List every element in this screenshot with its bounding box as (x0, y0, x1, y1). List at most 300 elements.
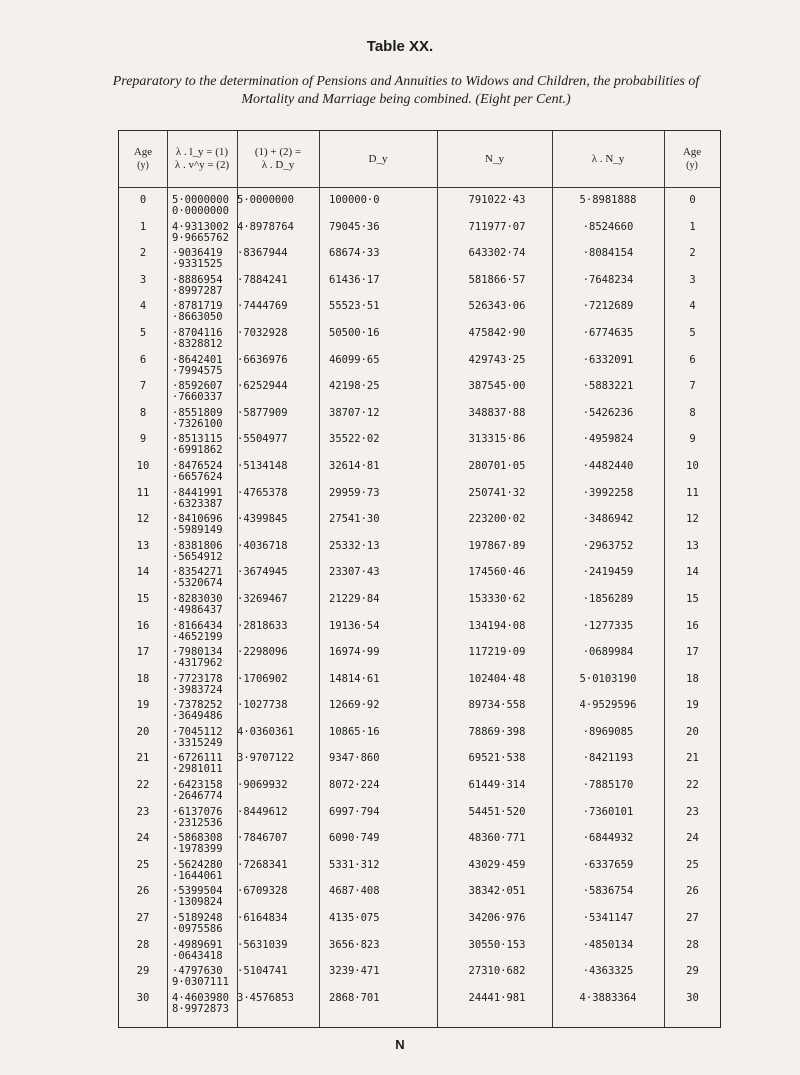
lambda-v-value: ·0643418 (172, 949, 223, 962)
lambda-ny-cell: ·7648234 (582, 273, 634, 286)
ny-cell: 280701·05 (468, 459, 526, 472)
lambda-ny-cell: ·4850134 (582, 938, 634, 951)
age-right-cell: 3 (689, 273, 696, 286)
age-right-cell: 17 (686, 646, 699, 659)
lambda-l-value: ·6726111 (172, 752, 223, 765)
lambda-v-value: ·8328812 (172, 337, 223, 350)
ny-cell: 711977·07 (468, 220, 526, 233)
lambda-d-cell: ·8367944 (237, 247, 288, 260)
lambda-l-value: ·8592607 (172, 380, 223, 393)
lambda-l-value: ·8886954 (172, 273, 223, 286)
lambda-l-v-cell (172, 992, 229, 1015)
age-right-cell: 22 (686, 779, 699, 792)
ny-cell: 54451·520 (468, 805, 526, 818)
lambda-v-value: ·1309824 (172, 896, 223, 909)
lambda-l-v-cell (172, 194, 229, 217)
lambda-v-value: ·5654912 (172, 550, 223, 563)
lambda-v-value: ·1978399 (172, 843, 223, 856)
ny-cell: 197867·89 (468, 539, 526, 552)
lambda-d-cell: ·4399845 (237, 513, 288, 526)
page-footer-signature: N (395, 1037, 405, 1052)
ny-cell: 526343·06 (468, 300, 526, 313)
age-right-cell: 30 (686, 991, 699, 1004)
dy-cell: 32614·81 (329, 459, 380, 472)
lambda-d-cell: 4·0360361 (237, 725, 294, 738)
lambda-l-v-cell (172, 354, 223, 377)
age-cell: 28 (136, 938, 150, 951)
lambda-v-value: ·5989149 (172, 524, 223, 537)
age-cell: 8 (139, 406, 147, 419)
lambda-d-cell: ·5134148 (237, 459, 288, 472)
table-row (119, 699, 720, 726)
lambda-ny-cell: ·7212689 (582, 300, 634, 313)
dy-cell: 42198·25 (329, 380, 380, 393)
age-right-cell: 14 (686, 566, 699, 579)
age-right-cell: 1 (689, 220, 696, 233)
lambda-l-value: ·8354271 (172, 566, 223, 579)
table-row (119, 221, 720, 248)
lambda-l-v-cell (172, 593, 223, 616)
lambda-v-value: ·5320674 (172, 577, 223, 590)
ny-cell: 250741·32 (468, 486, 526, 499)
dy-cell: 55523·51 (329, 300, 380, 313)
lambda-l-value: ·7980134 (172, 646, 223, 659)
age-cell: 14 (136, 566, 150, 579)
table-row (119, 859, 720, 886)
lambda-l-v-cell (172, 513, 223, 536)
table-row (119, 965, 720, 992)
lambda-ny-cell: ·5341147 (582, 912, 634, 925)
lambda-ny-cell: ·6774635 (582, 326, 634, 339)
lambda-l-v-cell (172, 859, 223, 882)
lambda-d-cell: ·7032928 (237, 326, 288, 339)
age-right-cell: 7 (689, 380, 696, 393)
lambda-ny-cell: ·5836754 (582, 885, 634, 898)
age-cell: 17 (136, 646, 150, 659)
lambda-d-cell: ·5504977 (237, 433, 288, 446)
dy-cell: 3239·471 (329, 965, 380, 978)
lambda-v-value: ·3983724 (172, 683, 223, 696)
lambda-ny-cell: ·8969085 (582, 725, 634, 738)
table-row (119, 832, 720, 859)
age-right-cell: 18 (686, 672, 699, 685)
ny-cell: 475842·90 (468, 326, 526, 339)
dy-cell: 29959·73 (329, 486, 380, 499)
age-right-cell: 8 (689, 406, 696, 419)
table-row (119, 912, 720, 939)
dy-cell: 6997·794 (329, 805, 380, 818)
dy-cell: 79045·36 (329, 220, 380, 233)
dy-cell: 3656·823 (329, 938, 380, 951)
lambda-l-value: ·7378252 (172, 699, 223, 712)
lambda-v-value: 0·0000000 (172, 205, 229, 217)
ny-cell: 61449·314 (468, 779, 526, 792)
table-row (119, 540, 720, 567)
age-right-cell: 25 (686, 858, 699, 871)
lambda-l-v-cell (172, 274, 223, 297)
lambda-l-v-cell (172, 965, 229, 988)
header-lambda-ny: λ . N_y (591, 152, 625, 165)
age-right-cell: 13 (686, 539, 699, 552)
lambda-l-value: ·7723178 (172, 672, 223, 685)
ny-cell: 24441·981 (468, 991, 526, 1004)
subtitle-line-1: Preparatory to the determination of Pensions and Annuities to Widows and Children, the probabilities of (112, 74, 700, 89)
ny-cell: 30550·153 (468, 938, 526, 951)
header-sum: (1) + (2) = λ . D_y (254, 146, 302, 171)
lambda-v-value: ·6991862 (172, 444, 223, 457)
lambda-l-v-cell (172, 646, 223, 669)
ny-cell: 102404·48 (468, 672, 526, 685)
table-row (119, 327, 720, 354)
lambda-l-value: ·8704116 (172, 326, 223, 339)
dy-cell: 9347·860 (329, 752, 380, 765)
lambda-v-value: ·7326100 (172, 417, 223, 430)
ny-cell: 69521·538 (468, 752, 526, 765)
table-row (119, 460, 720, 487)
lambda-l-value: ·8781719 (172, 300, 223, 313)
ny-cell: 78869·398 (468, 725, 526, 738)
lambda-ny-cell: ·3486942 (582, 513, 634, 526)
ny-cell: 223200·02 (468, 513, 526, 526)
age-right-cell: 9 (689, 433, 696, 446)
table-row (119, 885, 720, 912)
age-right-cell: 23 (686, 805, 699, 818)
dy-cell: 38707·12 (329, 406, 380, 419)
lambda-l-value: ·4989691 (172, 938, 223, 951)
age-right-cell: 26 (686, 885, 699, 898)
age-cell: 22 (136, 779, 150, 792)
lambda-l-value: ·8166434 (172, 619, 223, 632)
table-row (119, 194, 720, 221)
age-right-cell: 6 (689, 353, 696, 366)
age-cell: 16 (136, 619, 150, 632)
lambda-d-cell: ·7846707 (237, 832, 288, 845)
lambda-ny-cell: ·8421193 (582, 752, 634, 765)
lambda-v-value: ·0975586 (172, 923, 223, 936)
lambda-d-cell: ·5631039 (237, 938, 288, 951)
lambda-l-v-cell (172, 726, 223, 749)
lambda-l-v-cell (172, 380, 223, 403)
dy-cell: 8072·224 (329, 779, 380, 792)
age-cell: 21 (136, 752, 150, 765)
lambda-l-value: ·6423158 (172, 779, 223, 792)
lambda-d-cell: ·5877909 (237, 406, 288, 419)
lambda-ny-cell: ·5883221 (582, 380, 634, 393)
age-cell: 3 (139, 273, 147, 286)
lambda-ny-cell: ·4959824 (582, 433, 634, 446)
ny-cell: 34206·976 (468, 912, 526, 925)
dy-cell: 5331·312 (329, 858, 380, 871)
age-right-cell: 28 (686, 938, 699, 951)
lambda-l-v-cell (172, 673, 223, 696)
lambda-l-value: ·8410696 (172, 513, 223, 526)
lambda-d-cell: 4·8978764 (237, 220, 294, 233)
lambda-v-value: ·1644061 (172, 869, 223, 882)
lambda-ny-cell: ·6337659 (582, 858, 634, 871)
lambda-l-v-cell (172, 699, 223, 722)
lambda-ny-cell: ·6332091 (582, 353, 634, 366)
table-row (119, 726, 720, 753)
lambda-l-v-cell (172, 247, 223, 270)
lambda-ny-cell: ·8084154 (582, 247, 634, 260)
age-cell: 18 (136, 672, 150, 685)
age-cell: 13 (136, 539, 150, 552)
lambda-v-value: ·7994575 (172, 364, 223, 377)
table-row (119, 593, 720, 620)
ny-cell: 348837·88 (468, 406, 526, 419)
lambda-ny-cell: 4·9529596 (579, 699, 637, 712)
header-dy: D_y (368, 152, 388, 165)
age-cell: 26 (136, 885, 150, 898)
ny-cell: 313315·86 (468, 433, 526, 446)
lambda-v-value: ·2981011 (172, 763, 223, 776)
lambda-d-cell: ·4765378 (237, 486, 288, 499)
header-lambda-l-v: λ . l_y = (1) λ . v^y = (2) (174, 146, 230, 171)
lambda-v-value: ·3315249 (172, 736, 223, 749)
lambda-ny-cell: ·3992258 (582, 486, 634, 499)
page-title: Table XX. (366, 38, 434, 55)
table-row (119, 646, 720, 673)
lambda-ny-cell: ·6844932 (582, 832, 634, 845)
table-row (119, 779, 720, 806)
lambda-ny-cell: ·1277335 (582, 619, 634, 632)
lambda-v-value: ·2312536 (172, 816, 223, 829)
table-row (119, 806, 720, 833)
table-row (119, 433, 720, 460)
lambda-v-value: ·6657624 (172, 470, 223, 483)
age-cell: 7 (139, 380, 147, 393)
lambda-ny-cell: 5·8981888 (579, 194, 637, 206)
dy-cell: 35522·02 (329, 433, 380, 446)
dy-cell: 19136·54 (329, 619, 380, 632)
dy-cell: 27541·30 (329, 513, 380, 526)
age-right-cell: 21 (686, 752, 699, 765)
dy-cell: 61436·17 (329, 273, 380, 286)
header-ny: N_y (485, 152, 504, 165)
lambda-l-value: ·5868308 (172, 832, 223, 845)
age-cell: 1 (139, 220, 147, 233)
dy-cell: 4687·408 (329, 885, 380, 898)
lambda-l-v-cell (172, 912, 223, 935)
age-cell: 25 (136, 858, 150, 871)
dy-cell: 21229·84 (329, 592, 380, 605)
lambda-d-cell: ·8449612 (237, 805, 288, 818)
table-row (119, 407, 720, 434)
table-row (119, 247, 720, 274)
lambda-l-value: ·7045112 (172, 725, 223, 738)
table-row (119, 487, 720, 514)
age-right-cell: 0 (689, 194, 696, 206)
header-age: Age (y) (133, 146, 153, 171)
table-row (119, 939, 720, 966)
age-cell: 29 (136, 965, 150, 978)
lambda-l-value: ·8476524 (172, 459, 223, 472)
dy-cell: 6090·749 (329, 832, 380, 845)
lambda-ny-cell: ·8524660 (582, 220, 634, 233)
lambda-ny-cell: 5·0103190 (579, 672, 637, 685)
lambda-l-v-cell (172, 327, 223, 350)
lambda-d-cell: ·2818633 (237, 619, 288, 632)
table-body (119, 194, 720, 1018)
lambda-l-v-cell (172, 620, 223, 643)
ny-cell: 43029·459 (468, 858, 526, 871)
age-right-cell: 2 (689, 247, 696, 260)
lambda-d-cell: ·2298096 (237, 646, 288, 659)
lambda-l-value: ·9036419 (172, 247, 223, 260)
table-row (119, 380, 720, 407)
lambda-v-value: 9·9665762 (172, 231, 229, 244)
age-cell: 19 (136, 699, 150, 712)
lambda-ny-cell: ·7885170 (582, 779, 634, 792)
lambda-l-v-cell (172, 221, 229, 244)
table-row (119, 566, 720, 593)
age-right-cell: 27 (686, 912, 699, 925)
lambda-ny-cell: ·0689984 (582, 646, 634, 659)
age-cell: 20 (136, 725, 150, 738)
lambda-ny-cell: ·2963752 (582, 539, 634, 552)
lambda-l-value: ·8513115 (172, 433, 223, 446)
lambda-v-value: ·8997287 (172, 284, 223, 297)
lambda-l-v-cell (172, 752, 223, 775)
age-cell: 9 (139, 433, 147, 446)
lambda-l-value: 4·4603980 (172, 991, 229, 1004)
age-cell: 30 (136, 991, 150, 1004)
lambda-ny-cell: ·5426236 (582, 406, 634, 419)
age-cell: 23 (136, 805, 150, 818)
lambda-l-value: ·6137076 (172, 805, 223, 818)
lambda-d-cell: ·9069932 (237, 779, 288, 792)
lambda-d-cell: 5·0000000 (237, 194, 294, 206)
age-right-cell: 15 (686, 592, 699, 605)
age-right-cell: 5 (689, 326, 696, 339)
age-right-cell: 4 (689, 300, 696, 313)
age-cell: 4 (139, 300, 147, 313)
age-cell: 6 (139, 353, 147, 366)
lambda-v-value: ·4986437 (172, 603, 223, 616)
lambda-v-value: 9·0307111 (172, 976, 229, 989)
table-row (119, 300, 720, 327)
lambda-l-v-cell (172, 433, 223, 456)
lambda-d-cell: ·6164834 (237, 912, 288, 925)
table-row (119, 752, 720, 779)
age-cell: 0 (139, 194, 147, 206)
ny-cell: 791022·43 (468, 194, 526, 206)
lambda-l-value: ·5624280 (172, 858, 223, 871)
lambda-l-v-cell (172, 779, 223, 802)
ny-cell: 429743·25 (468, 353, 526, 366)
dy-cell: 46099·65 (329, 353, 380, 366)
lambda-l-value: ·8441991 (172, 486, 223, 499)
dy-cell: 25332·13 (329, 539, 380, 552)
age-right-cell: 29 (686, 965, 699, 978)
age-cell: 2 (139, 247, 147, 260)
lambda-d-cell: ·1706902 (237, 672, 288, 685)
lambda-ny-cell: 4·3883364 (579, 991, 637, 1004)
lambda-ny-cell: ·7360101 (582, 805, 634, 818)
lambda-l-v-cell (172, 300, 223, 323)
lambda-ny-cell: ·4482440 (582, 459, 634, 472)
lambda-l-v-cell (172, 566, 223, 589)
ny-cell: 27310·682 (468, 965, 526, 978)
dy-cell: 50500·16 (329, 326, 380, 339)
ny-cell: 38342·051 (468, 885, 526, 898)
dy-cell: 2868·701 (329, 991, 380, 1004)
ny-cell: 117219·09 (468, 646, 526, 659)
lambda-l-v-cell (172, 806, 223, 829)
header-age-right: Age (y) (682, 146, 702, 171)
lambda-l-v-cell (172, 939, 223, 962)
ny-cell: 643302·74 (468, 247, 526, 260)
lambda-l-value: ·8283030 (172, 592, 223, 605)
age-cell: 11 (136, 486, 150, 499)
lambda-l-v-cell (172, 885, 223, 908)
dy-cell: 14814·61 (329, 672, 380, 685)
table-row (119, 354, 720, 381)
dy-cell: 100000·0 (329, 194, 380, 206)
lambda-v-value: 8·9972873 (172, 1002, 229, 1015)
lambda-v-value: ·7660337 (172, 391, 223, 404)
age-cell: 12 (136, 513, 150, 526)
age-right-cell: 11 (686, 486, 699, 499)
lambda-l-v-cell (172, 407, 223, 430)
lambda-l-value: ·8642401 (172, 353, 223, 366)
age-right-cell: 16 (686, 619, 699, 632)
table-subtitle (66, 73, 746, 109)
lambda-v-value: ·8663050 (172, 311, 223, 324)
lambda-d-cell: ·3269467 (237, 592, 288, 605)
lambda-ny-cell: ·2419459 (582, 566, 634, 579)
lambda-l-value: ·8551809 (172, 406, 223, 419)
age-cell: 5 (139, 326, 147, 339)
lambda-d-cell: ·4036718 (237, 539, 288, 552)
lambda-ny-cell: ·1856289 (582, 592, 634, 605)
age-right-cell: 19 (686, 699, 699, 712)
ny-cell: 89734·558 (468, 699, 526, 712)
table-row (119, 620, 720, 647)
age-right-cell: 12 (686, 513, 699, 526)
lambda-d-cell: ·7268341 (237, 858, 288, 871)
table-row (119, 673, 720, 700)
lambda-d-cell: ·7884241 (237, 273, 288, 286)
lambda-l-value: ·5399504 (172, 885, 223, 898)
lambda-l-v-cell (172, 832, 223, 855)
lambda-d-cell: ·1027738 (237, 699, 288, 712)
lambda-d-cell: ·6252944 (237, 380, 288, 393)
subtitle-line-2: Mortality and Marriage being combined. (Eight per Cent.) (241, 92, 571, 107)
ny-cell: 174560·46 (468, 566, 526, 579)
dy-cell: 23307·43 (329, 566, 380, 579)
lambda-l-v-cell (172, 540, 223, 563)
lambda-ny-cell: ·4363325 (582, 965, 634, 978)
lambda-v-value: ·2646774 (172, 790, 223, 803)
dy-cell: 16974·99 (329, 646, 380, 659)
lambda-d-cell: ·6636976 (237, 353, 288, 366)
lambda-l-value: ·8381806 (172, 539, 223, 552)
lambda-v-value: ·3649486 (172, 710, 223, 723)
age-right-cell: 10 (686, 459, 699, 472)
ny-cell: 387545·00 (468, 380, 526, 393)
age-right-cell: 20 (686, 725, 699, 738)
lambda-v-value: ·4317962 (172, 657, 223, 670)
lambda-l-value: ·4797630 (172, 965, 223, 978)
ny-cell: 134194·08 (468, 619, 526, 632)
dy-cell: 4135·075 (329, 912, 380, 925)
table-row (119, 513, 720, 540)
ny-cell: 48360·771 (468, 832, 526, 845)
lambda-l-value: 5·0000000 (172, 194, 229, 206)
age-cell: 15 (136, 592, 150, 605)
lambda-v-value: ·4652199 (172, 630, 223, 643)
